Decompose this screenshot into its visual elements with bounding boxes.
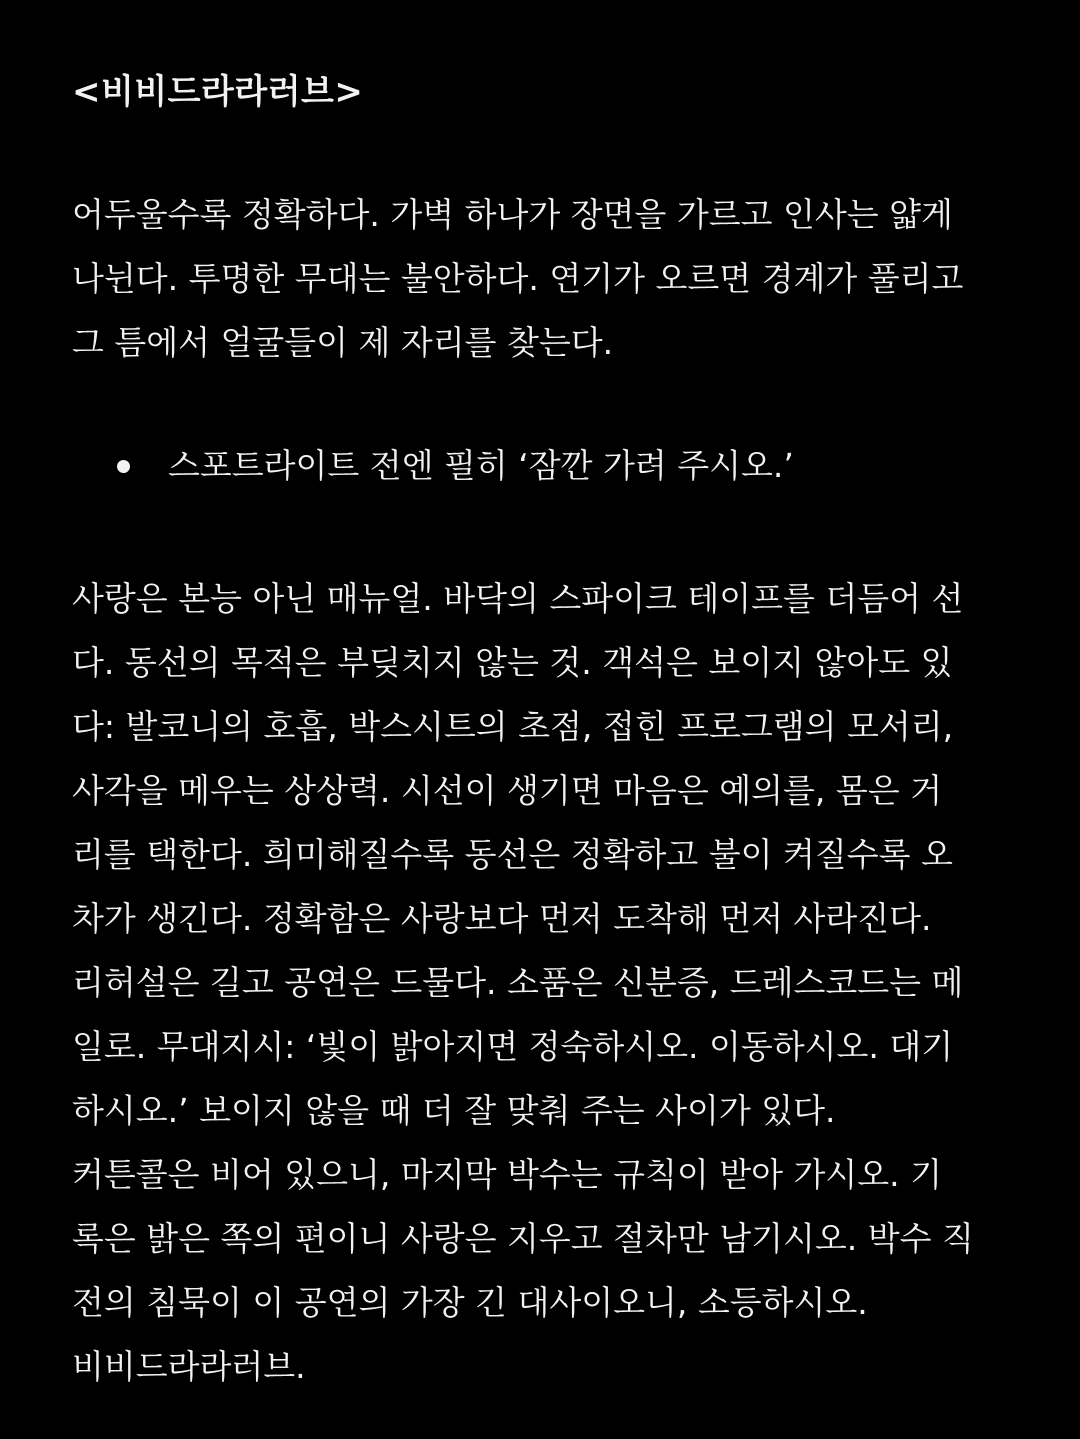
text-line: 리허설은 길고 공연은 드물다. 소품은 신분증, 드레스코드는 메 [72,963,964,1002]
text-line: 다. 동선의 목적은 부딪치지 않는 것. 객석은 보이지 않아도 있 [72,643,953,682]
text-line: 사랑은 본능 아닌 매뉴얼. 바닥의 스파이크 테이프를 더듬어 선 [72,579,964,618]
text-line: 나뉜다. 투명한 무대는 불안하다. 연기가 오르면 경계가 풀리고 [72,259,964,298]
text-line: 전의 침묵이 이 공연의 가장 긴 대사이오니, 소등하시오. [72,1283,868,1322]
text-line: 일로. 무대지시: ‘빛이 밝아지면 정숙하시오. 이동하시오. 대기 [72,1027,954,1066]
text-line: 록은 밝은 쪽의 편이니 사랑은 지우고 절차만 남기시오. 박수 직 [72,1219,974,1258]
document-title: <비비드라라러브> [72,72,364,112]
bullet-list-item [72,434,1016,498]
bullet-text: 스포트라이트 전엔 필히 ‘잠깐 가려 주시오.’ [168,446,794,485]
paragraph-intro [72,183,1016,375]
text-line: 차가 생긴다. 정확함은 사랑보다 먼저 도착해 먼저 사라진다. [72,899,932,938]
text-line: 리를 택한다. 희미해질수록 동선은 정확하고 불이 켜질수록 오 [72,835,953,874]
paragraph-body [72,567,1016,1399]
text-line: 어두울수록 정확하다. 가벽 하나가 장면을 가르고 인사는 얇게 [72,195,953,234]
text-line: 하시오.’ 보이지 않을 때 더 잘 맞춰 주는 사이가 있다. [72,1091,836,1130]
text-line: 커튼콜은 비어 있으니, 마지막 박수는 규칙이 받아 가시오. 기 [72,1155,942,1194]
text-line: 사각을 메우는 상상력. 시선이 생기면 마음은 예의를, 몸은 거 [72,771,942,810]
text-line: 그 틈에서 얼굴들이 제 자리를 찾는다. [72,323,614,362]
text-line: 다: 발코니의 호흡, 박스시트의 초점, 접힌 프로그램의 모서리, [72,707,954,746]
bullet-dot-icon [117,460,130,473]
text-line: 비비드라라러브. [72,1347,306,1386]
